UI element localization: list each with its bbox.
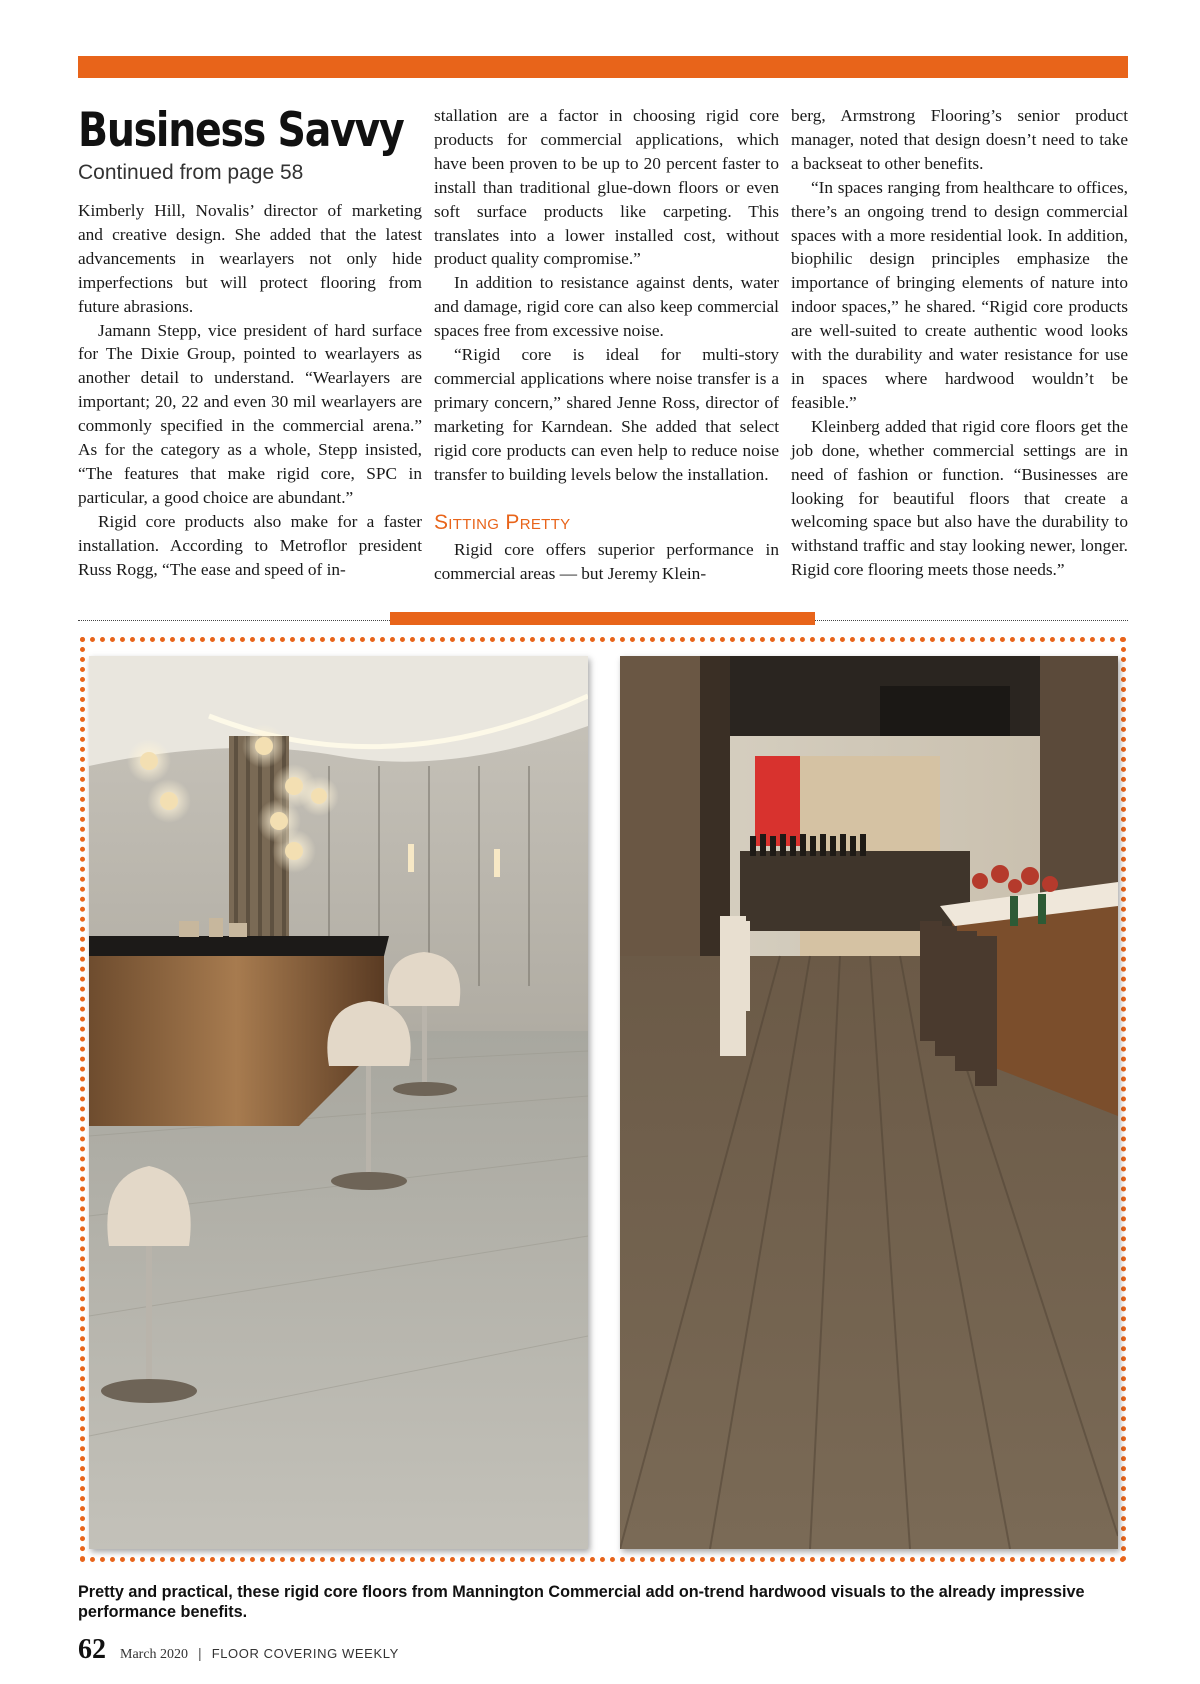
paragraph: Rigid core products also make for a faster installation. According to Metroflor president Russ Rogg, “The ease and speed of in-: [78, 511, 422, 579]
paragraph: stallation are a factor in choosing rigid core products for commercial applications, which have been proven to be up to 20 percent faster to install than traditional glue-down floors or even soft surface products like carpeting. This translates into a lower installed cost, without product quality compromise.”: [434, 106, 779, 269]
paragraph: Kimberly Hill, Novalis’ director of marketing and creative design. She added that the latest advancements in wearlayers not only hide imperfections but will protect flooring from future abrasions.: [78, 201, 422, 316]
paragraph: “Rigid core is ideal for multi-story commercial applications where noise transfer is a primary concern,” shared Jenne Ross, director of marketing for Karndean. She added that select rigid core products can even help to reduce noise transfer to building levels below the installation.: [434, 345, 779, 484]
magazine-name: FLOOR COVERING WEEKLY: [211, 1646, 399, 1661]
article-column-2: [434, 104, 779, 586]
issue-date: March 2020: [120, 1647, 189, 1662]
footer-separator: |: [198, 1645, 202, 1661]
top-accent-bar: [78, 56, 1128, 78]
article-column-1: [78, 199, 422, 582]
page-footer: [78, 1634, 399, 1666]
article-column-3: [791, 104, 1128, 582]
subhead: Sitting Pretty: [434, 510, 571, 534]
paragraph: “In spaces ranging from healthcare to offices, there’s an ongoing trend to design commercial spaces with a more residential look. In addition, biophilic design principles emphasize the importance of bringing elements of nature into indoor spaces,” he shared. “Rigid core products are well-suited to create authentic wood looks with the durability and water resistance for use in spaces where hardwood wouldn’t be feasible.”: [791, 177, 1128, 412]
divider-accent-bar: [390, 612, 815, 625]
paragraph: Kleinberg added that rigid core floors get the job done, whether commercial settings are in need of fashion or function. “Businesses are looking for beautiful floors that create a welcoming space but also have the durability to withstand traffic and stay looking newer, longer. Rigid core flooring meets those needs.”: [791, 416, 1128, 580]
section-header: [78, 104, 418, 185]
photo-bar-lounge: [89, 656, 588, 1549]
page-number: 62: [78, 1634, 106, 1665]
continued-from-line: Continued from page 58: [78, 161, 304, 184]
paragraph: In addition to resistance against dents, water and damage, rigid core can also keep commercial spaces free from excessive noise.: [434, 273, 779, 341]
photo-caption: Pretty and practical, these rigid core floors from Mannington Commercial add on-trend hardwood visuals to the already impressive performance benefits.: [78, 1583, 1085, 1621]
paragraph: berg, Armstrong Flooring’s senior product manager, noted that design doesn’t need to take a backseat to other benefits.: [791, 106, 1128, 173]
paragraph: Rigid core offers superior performance in commercial areas — but Jeremy Klein-: [434, 540, 779, 584]
photo-restaurant: [620, 656, 1118, 1549]
headline: Business Savvy: [78, 103, 404, 158]
paragraph: Jamann Stepp, vice president of hard surface for The Dixie Group, pointed to wearlayers as another detail to understand. “Wearlayers are important; 20, 22 and even 30 mil wearlayers are commonly specified in the commercial arena.” As for the category as a whole, Stepp insisted, “The features that make rigid core, SPC in particular, a good choice are abundant.”: [78, 320, 422, 507]
